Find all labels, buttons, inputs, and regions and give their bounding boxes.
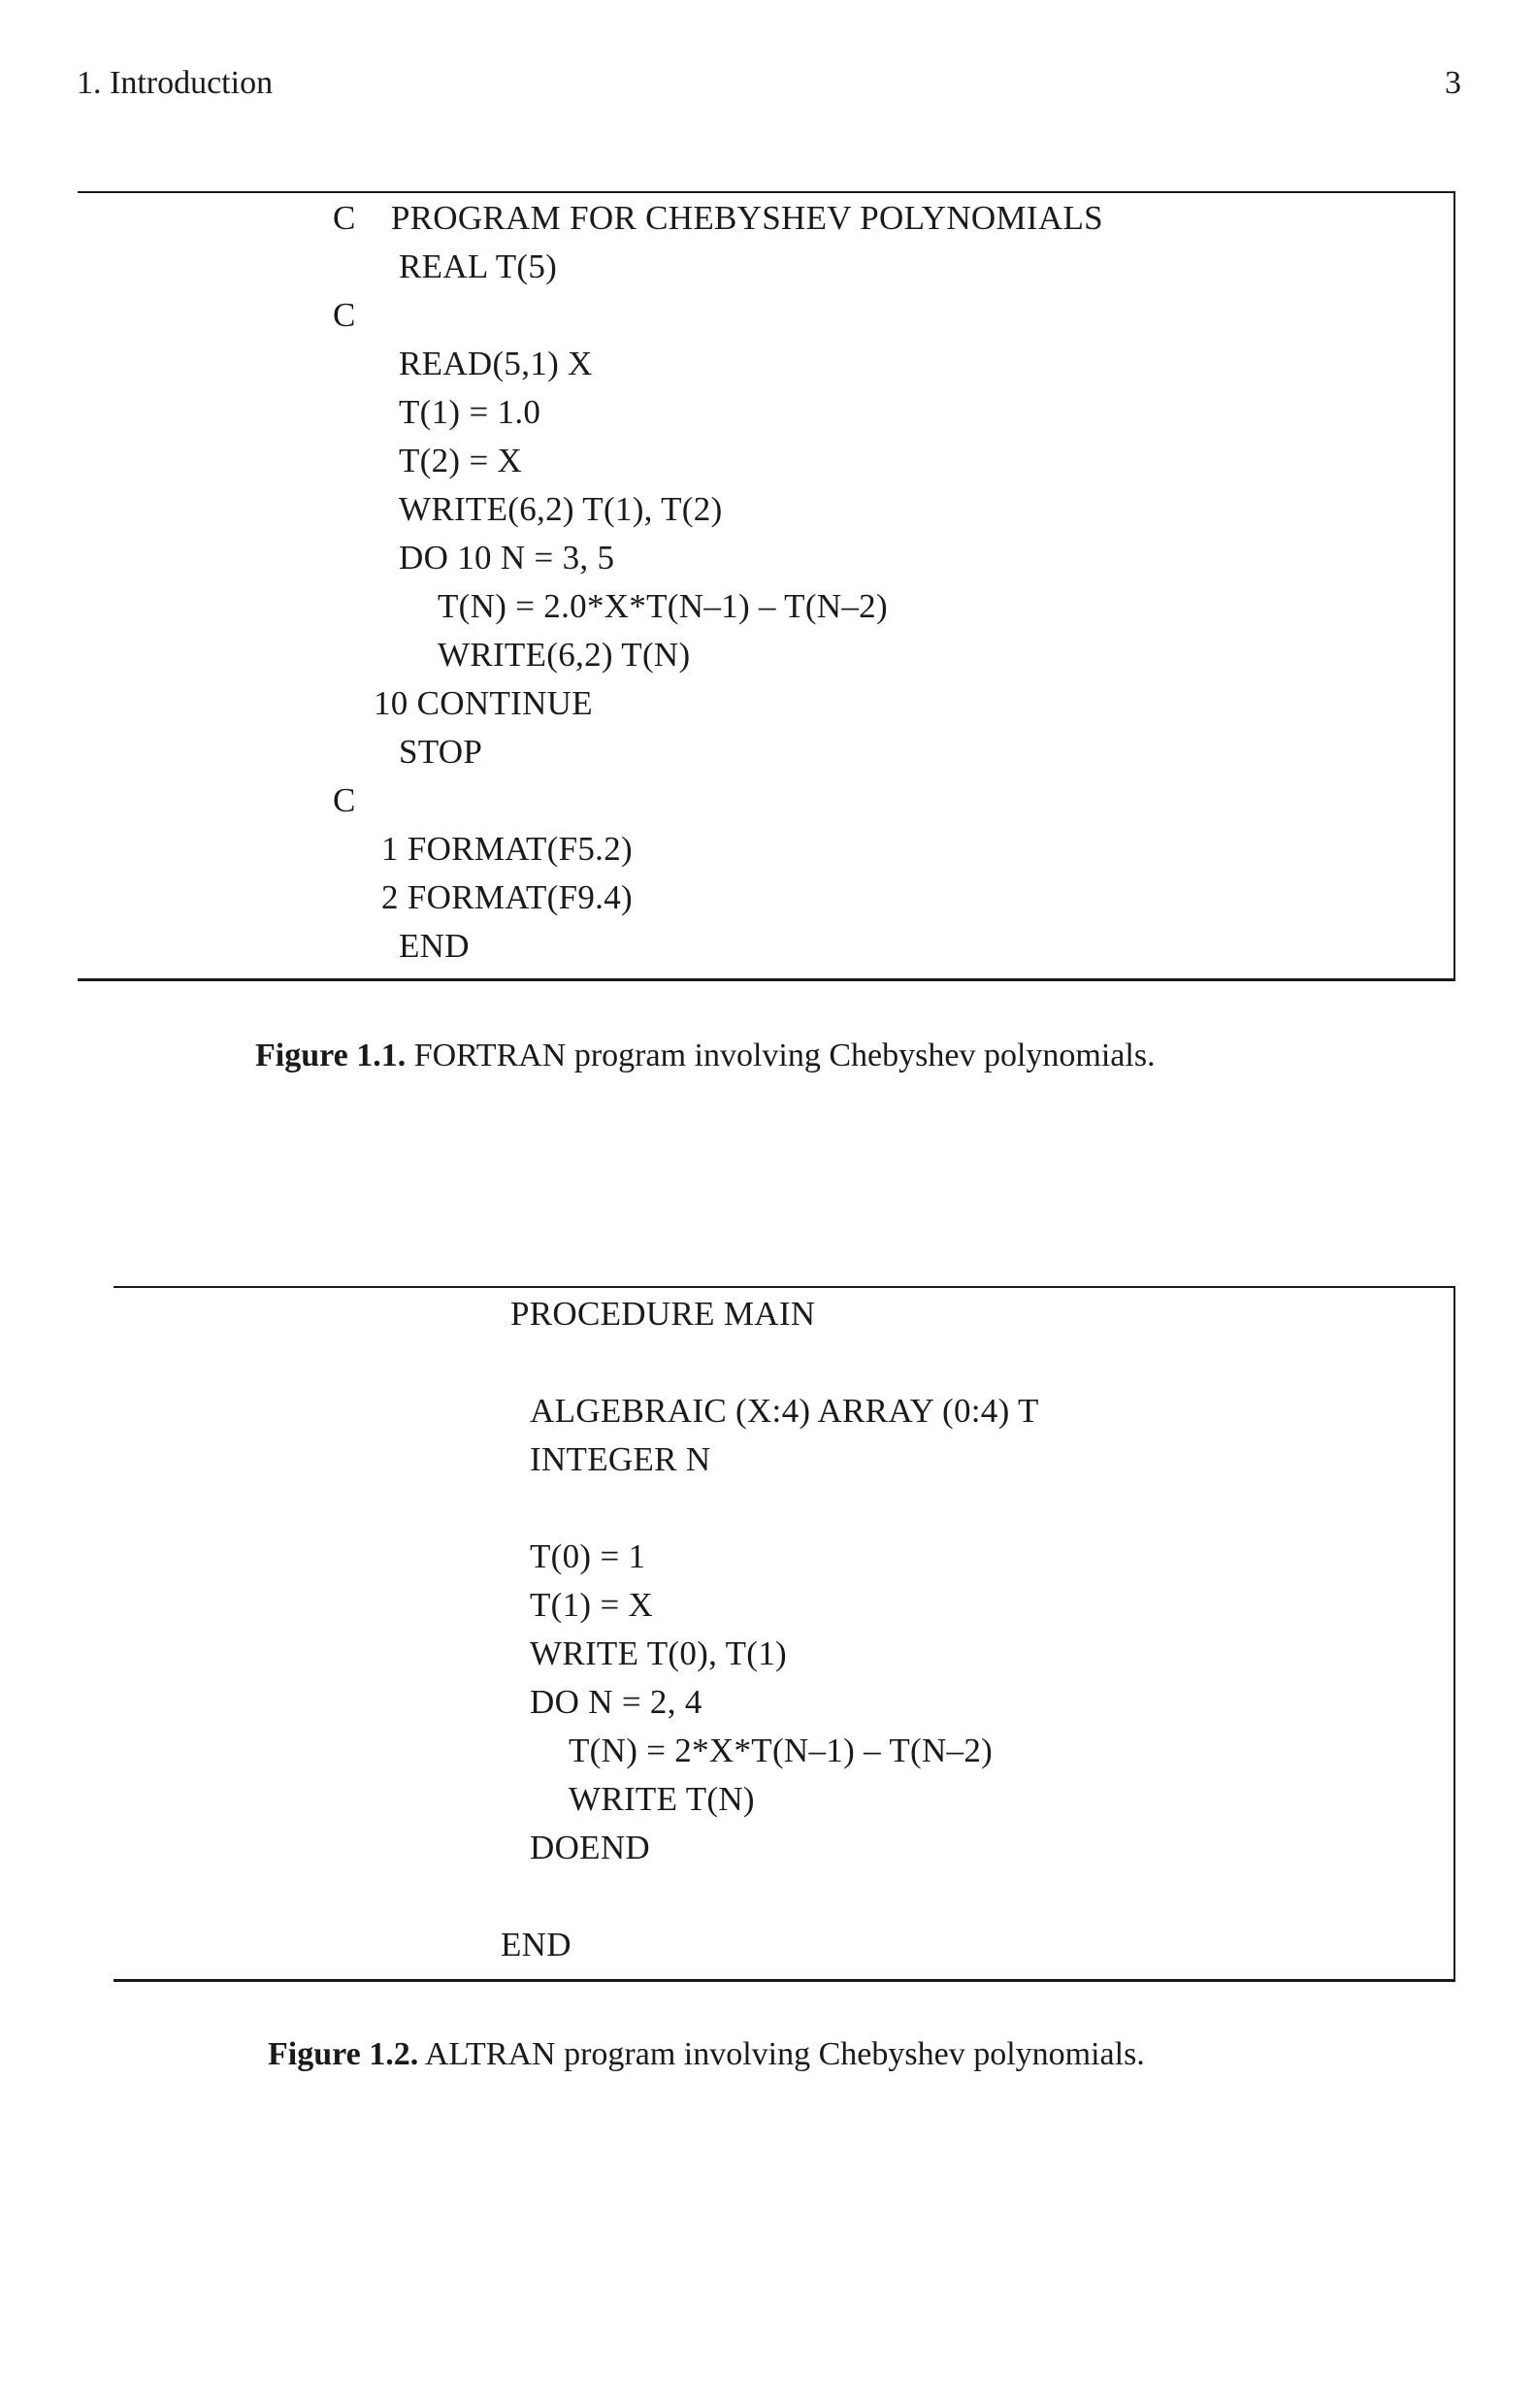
- code-line: REAL T(5): [399, 247, 558, 285]
- running-header-section: 1. Introduction: [77, 65, 274, 101]
- code-line: T(0) = 1: [530, 1537, 646, 1575]
- code-line: 10 CONTINUE: [374, 684, 593, 722]
- code-line: DO 10 N = 3, 5: [399, 539, 615, 577]
- code-line: T(N) = 2*X*T(N–1) – T(N–2): [569, 1732, 994, 1769]
- caption-label: Figure 1.1.: [255, 1038, 407, 1073]
- code-line: 1 FORMAT(F5.2): [381, 830, 633, 868]
- code-line: 2 FORMAT(F9.4): [381, 878, 633, 916]
- caption-text: FORTRAN program involving Chebyshev polynomials.: [413, 1038, 1156, 1073]
- code-line: T(2) = X: [399, 442, 523, 479]
- figure-1-2-caption: [268, 2035, 1145, 2074]
- code-line: T(1) = 1.0: [399, 393, 541, 431]
- code-line: C: [333, 781, 356, 819]
- figure-1-1-caption: [255, 1037, 1156, 1075]
- caption-text: ALTRAN program involving Chebyshev polynomials.: [424, 2036, 1145, 2072]
- code-line: ALGEBRAIC (X:4) ARRAY (0:4) T: [530, 1392, 1039, 1430]
- code-line: END: [501, 1926, 572, 1963]
- code-line: WRITE(6,2) T(1), T(2): [399, 490, 723, 528]
- code-line: DOEND: [530, 1829, 650, 1866]
- code-line: WRITE T(N): [569, 1780, 755, 1818]
- code-line: T(1) = X: [530, 1586, 654, 1624]
- code-line: READ(5,1) X: [399, 345, 593, 382]
- fortran-program-box: [78, 191, 1455, 981]
- caption-label: Figure 1.2.: [268, 2036, 419, 2072]
- code-line: C PROGRAM FOR CHEBYSHEV POLYNOMIALS: [333, 199, 1103, 237]
- code-line: INTEGER N: [530, 1440, 711, 1478]
- code-line: DO N = 2, 4: [530, 1683, 702, 1721]
- code-line: T(N) = 2.0*X*T(N–1) – T(N–2): [438, 587, 888, 625]
- code-line: END: [399, 927, 470, 965]
- code-line: WRITE T(0), T(1): [530, 1634, 787, 1672]
- code-line: WRITE(6,2) T(N): [438, 636, 691, 674]
- code-line: C: [333, 296, 356, 334]
- code-line: PROCEDURE MAIN: [510, 1295, 816, 1333]
- code-line: STOP: [399, 733, 483, 771]
- page-number: 3: [1445, 65, 1461, 101]
